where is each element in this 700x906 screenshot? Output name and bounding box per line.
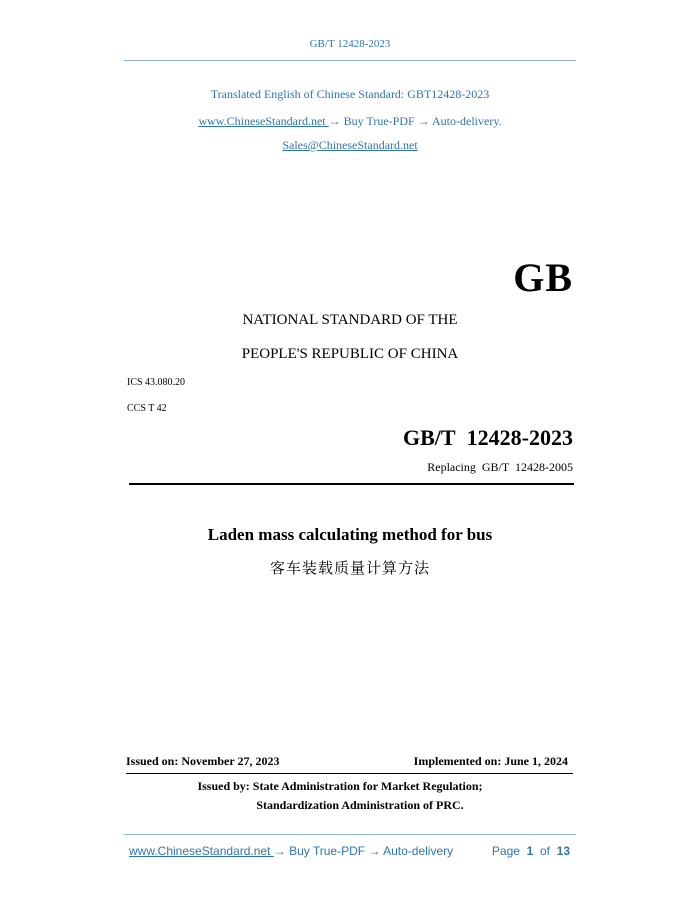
translated-note: Translated English of Chinese Standard: GBT12428-2023 [210,87,490,101]
national-standard-heading: NATIONAL STANDARD OF THE [242,312,458,328]
email-link[interactable]: Sales@ChineseStandard.net [282,138,418,152]
footer-divider [124,834,576,835]
header-divider [124,60,576,61]
buy-text: → Buy True-PDF → Auto-delivery. [328,114,502,128]
title-english: Laden mass calculating method for bus [207,525,493,544]
issued-by-line-2: Standardization Administration of PRC. [256,798,464,812]
issued-on-date: Issued on: November 27, 2023 [126,754,280,768]
issued-by-line-1: Issued by: State Administration for Market Regulation; [197,779,483,793]
gb-mark: GB [513,255,573,300]
site-link[interactable]: www.ChineseStandard.net [198,114,329,128]
prc-heading: PEOPLE'S REPUBLIC OF CHINA [241,346,459,362]
standard-number: GB/T 12428-2023 [402,425,573,450]
footer-buy-text: → Buy True-PDF → Auto-delivery [273,844,454,858]
implemented-on-date: Implemented on: June 1, 2024 [413,754,568,768]
page-of: of [539,844,550,858]
page-label: Page [491,844,520,858]
ics-code: ICS 43.080.20 [127,377,186,388]
ccs-code: CCS T 42 [127,403,167,414]
title-chinese: 客车装载质量计算方法 [269,559,430,577]
page-total: 13 [556,844,570,858]
footer-promo [129,844,453,858]
page-indicator [492,844,570,858]
replacing-standard: Replacing GB/T 12428-2005 [427,460,573,474]
page-current: 1 [526,844,534,858]
header-title: GB/T 12428-2023 [309,38,391,50]
issue-divider [126,773,573,774]
footer-site-link[interactable]: www.ChineseStandard.net [129,844,274,858]
promo-line [0,114,700,129]
main-divider [129,483,574,485]
